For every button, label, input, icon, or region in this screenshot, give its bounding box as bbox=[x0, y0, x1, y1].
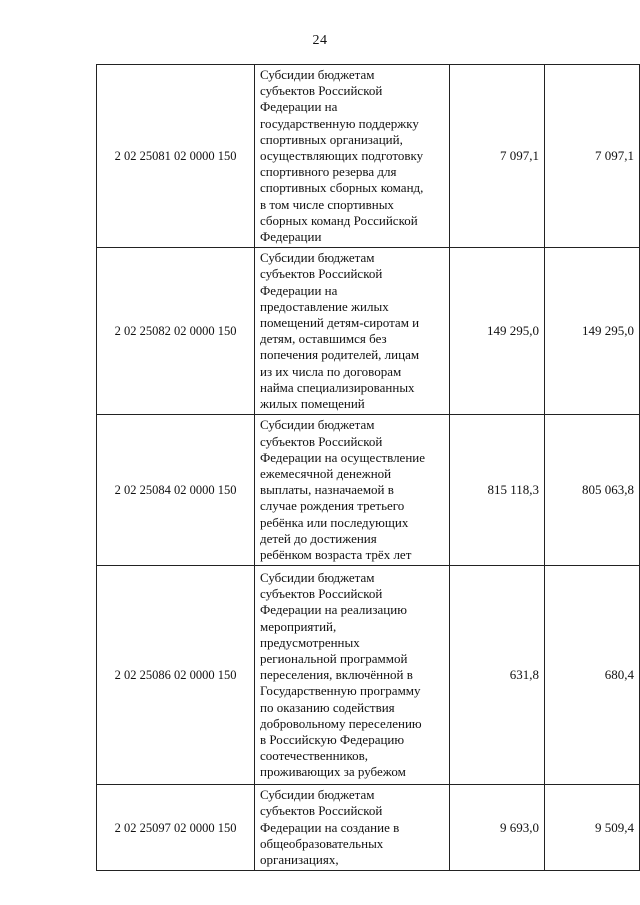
description-line: Федерации на реализацию bbox=[260, 602, 407, 618]
budget-code-cell: 2 02 25086 02 0000 150 bbox=[97, 566, 255, 785]
table-row bbox=[97, 566, 640, 785]
table-row bbox=[97, 785, 640, 871]
amount-cell-year1: 815 118,3 bbox=[450, 415, 545, 566]
description-line: Субсидии бюджетам bbox=[260, 250, 375, 266]
description-line: спортивного резерва для bbox=[260, 164, 397, 180]
description-line: мероприятий, bbox=[260, 618, 337, 634]
description-line: Субсидии бюджетам bbox=[260, 67, 375, 82]
description-line: субъектов Российской bbox=[260, 433, 383, 449]
description-line: в том числе спортивных bbox=[260, 196, 394, 212]
amount-cell-year1: 149 295,0 bbox=[450, 248, 545, 415]
page-number: 24 bbox=[312, 33, 328, 48]
description-line: ежемесячной денежной bbox=[260, 465, 392, 481]
table-row bbox=[97, 65, 640, 248]
description-line: добровольному переселению bbox=[260, 715, 422, 731]
description-line: жилых помещений bbox=[260, 396, 365, 412]
description-line: в Российскую Федерацию bbox=[260, 731, 405, 747]
description-line: общеобразовательных bbox=[260, 835, 384, 851]
description-line: предоставление жилых bbox=[260, 298, 389, 314]
description-line: детям, оставшимся без bbox=[260, 331, 387, 347]
amount-cell-year2: 805 063,8 bbox=[545, 415, 640, 566]
description-line: сборных команд Российской bbox=[260, 212, 418, 228]
description-line: субъектов Российской bbox=[260, 83, 383, 99]
table-row bbox=[97, 415, 640, 566]
description-line: субъектов Российской bbox=[260, 266, 383, 282]
description-line: региональной программой bbox=[260, 650, 408, 666]
description-line: Федерации на bbox=[260, 282, 338, 298]
description-line: из их числа по договорам bbox=[260, 363, 402, 379]
description-line: Федерации bbox=[260, 229, 322, 245]
description-line: спортивных организаций, bbox=[260, 131, 403, 147]
description-line: Субсидии бюджетам bbox=[260, 417, 375, 433]
description-line: субъектов Российской bbox=[260, 586, 383, 602]
description-line: выплаты, назначаемой в bbox=[260, 482, 394, 498]
description-line: предусмотренных bbox=[260, 634, 360, 650]
description-line: детей до достижения bbox=[260, 530, 377, 546]
description-line: соотечественников, bbox=[260, 748, 369, 764]
description-line: осуществляющих подготовку bbox=[260, 148, 424, 164]
description-cell bbox=[255, 65, 450, 248]
budget-code-cell: 2 02 25082 02 0000 150 bbox=[97, 248, 255, 415]
description-cell bbox=[255, 415, 450, 566]
budget-revenue-table bbox=[96, 64, 640, 871]
description-line: Федерации на создание в bbox=[260, 819, 400, 835]
description-line: помещений детям-сиротам и bbox=[260, 315, 420, 331]
amount-cell-year2: 680,4 bbox=[545, 566, 640, 785]
description-line: государственную поддержку bbox=[260, 115, 419, 131]
description-cell bbox=[255, 566, 450, 785]
table-row bbox=[97, 248, 640, 415]
amount-cell-year2: 7 097,1 bbox=[545, 65, 640, 248]
budget-code-cell: 2 02 25097 02 0000 150 bbox=[97, 785, 255, 871]
description-line: попечения родителей, лицам bbox=[260, 347, 420, 363]
description-line: переселения, включённой в bbox=[260, 667, 413, 683]
description-line: Федерации на осуществление bbox=[260, 449, 426, 465]
budget-code-cell: 2 02 25084 02 0000 150 bbox=[97, 415, 255, 566]
description-line: случае рождения третьего bbox=[260, 498, 405, 514]
description-line: спортивных сборных команд, bbox=[260, 180, 424, 196]
description-line: найма специализированных bbox=[260, 379, 415, 395]
description-line: проживающих за рубежом bbox=[260, 764, 406, 780]
amount-cell-year2: 149 295,0 bbox=[545, 248, 640, 415]
description-line: Федерации на bbox=[260, 99, 338, 115]
budget-code-cell: 2 02 25081 02 0000 150 bbox=[97, 65, 255, 248]
description-line: Государственную программу bbox=[260, 683, 421, 699]
amount-cell-year1: 9 693,0 bbox=[450, 785, 545, 871]
description-line: субъектов Российской bbox=[260, 803, 383, 819]
description-line: ребёнка или последующих bbox=[260, 514, 409, 530]
description-line: ребёнком возраста трёх лет bbox=[260, 546, 412, 562]
description-line: организациях, bbox=[260, 852, 339, 868]
amount-cell-year2: 9 509,4 bbox=[545, 785, 640, 871]
amount-cell-year1: 631,8 bbox=[450, 566, 545, 785]
description-cell bbox=[255, 785, 450, 871]
description-line: Субсидии бюджетам bbox=[260, 569, 375, 585]
amount-cell-year1: 7 097,1 bbox=[450, 65, 545, 248]
description-cell bbox=[255, 248, 450, 415]
description-line: Субсидии бюджетам bbox=[260, 787, 375, 803]
description-line: по оказанию содействия bbox=[260, 699, 395, 715]
